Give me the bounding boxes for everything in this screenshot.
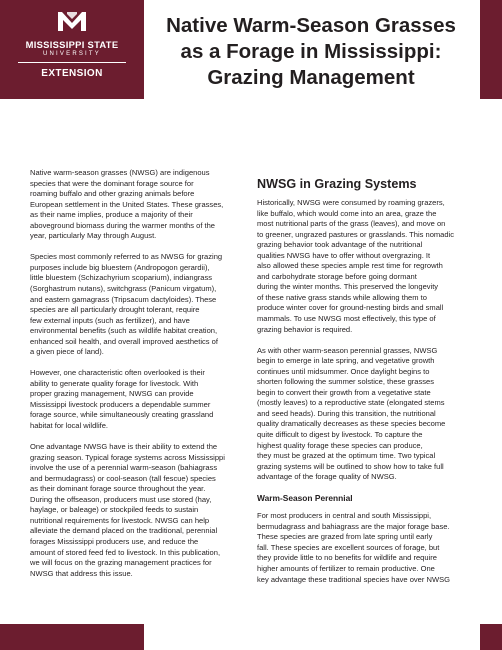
text-line: species that were the dominant forage source for	[30, 178, 194, 188]
text-line: (mostly leaves) to a reproductive state (elongated stems	[257, 398, 445, 408]
text-line: proper grazing management, NWSG can provide	[30, 389, 194, 399]
text-line: forage source, while simultaneously creating grassland	[30, 410, 214, 420]
text-line: begin to convert their growth from a vegetative state	[257, 387, 431, 397]
text-line: mammals. To use NWSG most effectively, this type of	[257, 314, 436, 324]
body-paragraph	[257, 346, 480, 483]
text-line: most nutritional parts of the grass (leaves), and move on	[257, 219, 446, 229]
text-line: environmental benefits (such as wildlife habitat creation,	[30, 326, 218, 336]
text-line: NWSG that address this issue.	[30, 568, 133, 578]
text-line: habitat for local wildlife.	[30, 421, 109, 431]
text-line: of these native grass stands while allowing them to	[257, 292, 427, 302]
text-line: we will focus on the grazing management practices for	[30, 558, 212, 568]
page-title	[160, 13, 462, 91]
text-line: Species most commonly referred to as NWSG for grazing	[30, 252, 223, 262]
text-line: purposes include big bluestem (Andropogon gerardii),	[30, 262, 210, 272]
subsection-heading: Warm-Season Perennial	[257, 493, 353, 504]
text-line: amount of stored feed fed to livestock. In this publication,	[30, 547, 221, 557]
msu-m-logo-icon	[56, 9, 88, 33]
body-paragraph	[30, 252, 242, 357]
text-line: higher amounts of fertilizer to remain productive. One	[257, 563, 435, 573]
text-line: advantage of the forage quality of NWSG.	[257, 472, 397, 482]
text-line: they must be grazed at the optimum time. Two typical	[257, 451, 436, 461]
text-line: quality dramatically decreases as these species become	[257, 419, 446, 429]
footer-accent-bar-right	[480, 624, 502, 650]
text-line: key advantage these traditional species have over NWSG	[257, 574, 450, 584]
body-paragraph	[30, 442, 242, 579]
text-line: involve the use of a perennial warm-season (bahiagrass	[30, 463, 218, 473]
text-line: As with other warm-season perennial grasses, NWSG	[257, 345, 438, 355]
text-line: they provide little to no benefits for wildlife and require	[257, 553, 437, 563]
section-heading: NWSG in Grazing Systems	[257, 177, 417, 191]
body-paragraph	[257, 198, 480, 335]
text-line: begin to emerge in late spring, and vegetative growth	[257, 356, 435, 366]
body-paragraph	[30, 168, 242, 242]
text-line: grazing season. Typical forage systems across Mississippi	[30, 452, 225, 462]
subsection-body	[257, 511, 480, 585]
logo-divider	[18, 62, 126, 63]
title-line: Native Warm-Season Grasses	[166, 14, 456, 37]
footer-accent-bar	[0, 624, 144, 650]
text-line: quite difficult to digest by livestock. To capture the	[257, 429, 423, 439]
text-line: European settlement in the United States. These grasses,	[30, 199, 224, 209]
right-column	[257, 176, 480, 596]
text-line: bermudagrass and bahiagrass are the major forage base.	[257, 521, 450, 531]
extension-logo-block	[0, 0, 144, 99]
text-line: These species are grazed from late spring until early	[257, 532, 433, 542]
text-line: produce winter cover for ground-nesting birds and small	[257, 303, 444, 313]
text-line: Mississippi livestock producers a dependable summer	[30, 399, 211, 409]
title-line: as a Forage in Mississippi:	[180, 40, 442, 63]
text-line: continues until midsummer. Once daylight begins to	[257, 366, 430, 376]
text-line: However, one characteristic often overlooked is their	[30, 368, 205, 378]
text-line: haylage, or baleage) or stockpiled feeds to sustain	[30, 505, 199, 515]
text-line: fall. These species are excellent sources of forage, but	[257, 542, 440, 552]
text-line: grazing behavior is required.	[257, 324, 353, 334]
text-line: little bluestem (Schizachyrium scoparium), indiangrass	[30, 273, 213, 283]
text-line: shorten following the summer solstice, these grasses	[257, 377, 435, 387]
org-unit: EXTENSION	[41, 68, 103, 79]
org-subname: UNIVERSITY	[42, 51, 101, 57]
text-line: grazing systems will be outlined to show how to take full	[257, 461, 444, 471]
text-line: qualities NWSG have to offer without overgrazing. It	[257, 250, 431, 260]
text-line: Historically, NWSG were consumed by roaming grazers,	[257, 198, 445, 207]
header-accent-bar	[480, 0, 502, 99]
text-line: During the offseason, producers must use stored (hay,	[30, 494, 212, 504]
text-line: alleviate the demand placed on the traditional, perennial	[30, 526, 218, 536]
text-line: grazing behavior took advantage of the nutritional	[257, 240, 423, 250]
text-line: during the winter months. This preserved the longevity	[257, 282, 439, 292]
text-line: and bermudagrass) or cool-season (tall fescue) species	[30, 473, 216, 483]
text-line: aboveground biomass during the warmer months of the	[30, 220, 216, 230]
text-line: a given piece of land).	[30, 347, 104, 357]
org-name: MISSISSIPPI STATE	[25, 39, 119, 50]
title-line: Grazing Management	[207, 66, 415, 89]
text-line: and eastern gamagrass (Tripsacum dactyloides). These	[30, 294, 217, 304]
text-line: few external inputs (such as fertilizer), and have	[30, 315, 190, 325]
text-line: and seed heads). During this transition, the nutritional	[257, 408, 436, 418]
left-column	[30, 168, 242, 590]
section-body	[257, 198, 480, 483]
text-line: One advantage NWSG have is their ability to extend the	[30, 442, 218, 452]
text-line: like buffalo, which would come into an area, graze the	[257, 208, 437, 218]
body-paragraph	[30, 368, 242, 431]
text-line: roaming buffalo and other grazing animals before	[30, 189, 195, 199]
text-line: forages Mississippi producers use, and reduce the	[30, 537, 199, 546]
text-line: and carbohydrate storage before going dormant	[257, 271, 417, 281]
text-line: For most producers in central and south Mississippi,	[257, 511, 432, 521]
text-line: ability to generate quality forage for livestock. With	[30, 378, 199, 388]
text-line: highest quality forage these species can produce,	[257, 440, 423, 450]
text-line: (Sorghastrum nutans), switchgrass (Panicum virgatum),	[30, 283, 217, 293]
text-line: as their name implies, produce a majority of their	[30, 210, 193, 220]
text-line: enhanced soil health, and overall improved aesthetics of	[30, 336, 218, 346]
text-line: also allowed these species ample rest time for regrowth	[257, 261, 443, 271]
text-line: to greener, ungrazed pastures or grasslands. This nomadic	[257, 229, 455, 239]
text-line: species are all particularly drought tolerant, require	[30, 305, 200, 315]
text-line: as their dominant forage source throughout the year.	[30, 484, 206, 494]
text-line: year, particularly May through August.	[30, 231, 157, 241]
text-line: Native warm-season grasses (NWSG) are indigenous	[30, 168, 210, 177]
text-line: nutritional requirements for livestock. NWSG can help	[30, 515, 210, 525]
body-paragraph	[257, 511, 480, 585]
